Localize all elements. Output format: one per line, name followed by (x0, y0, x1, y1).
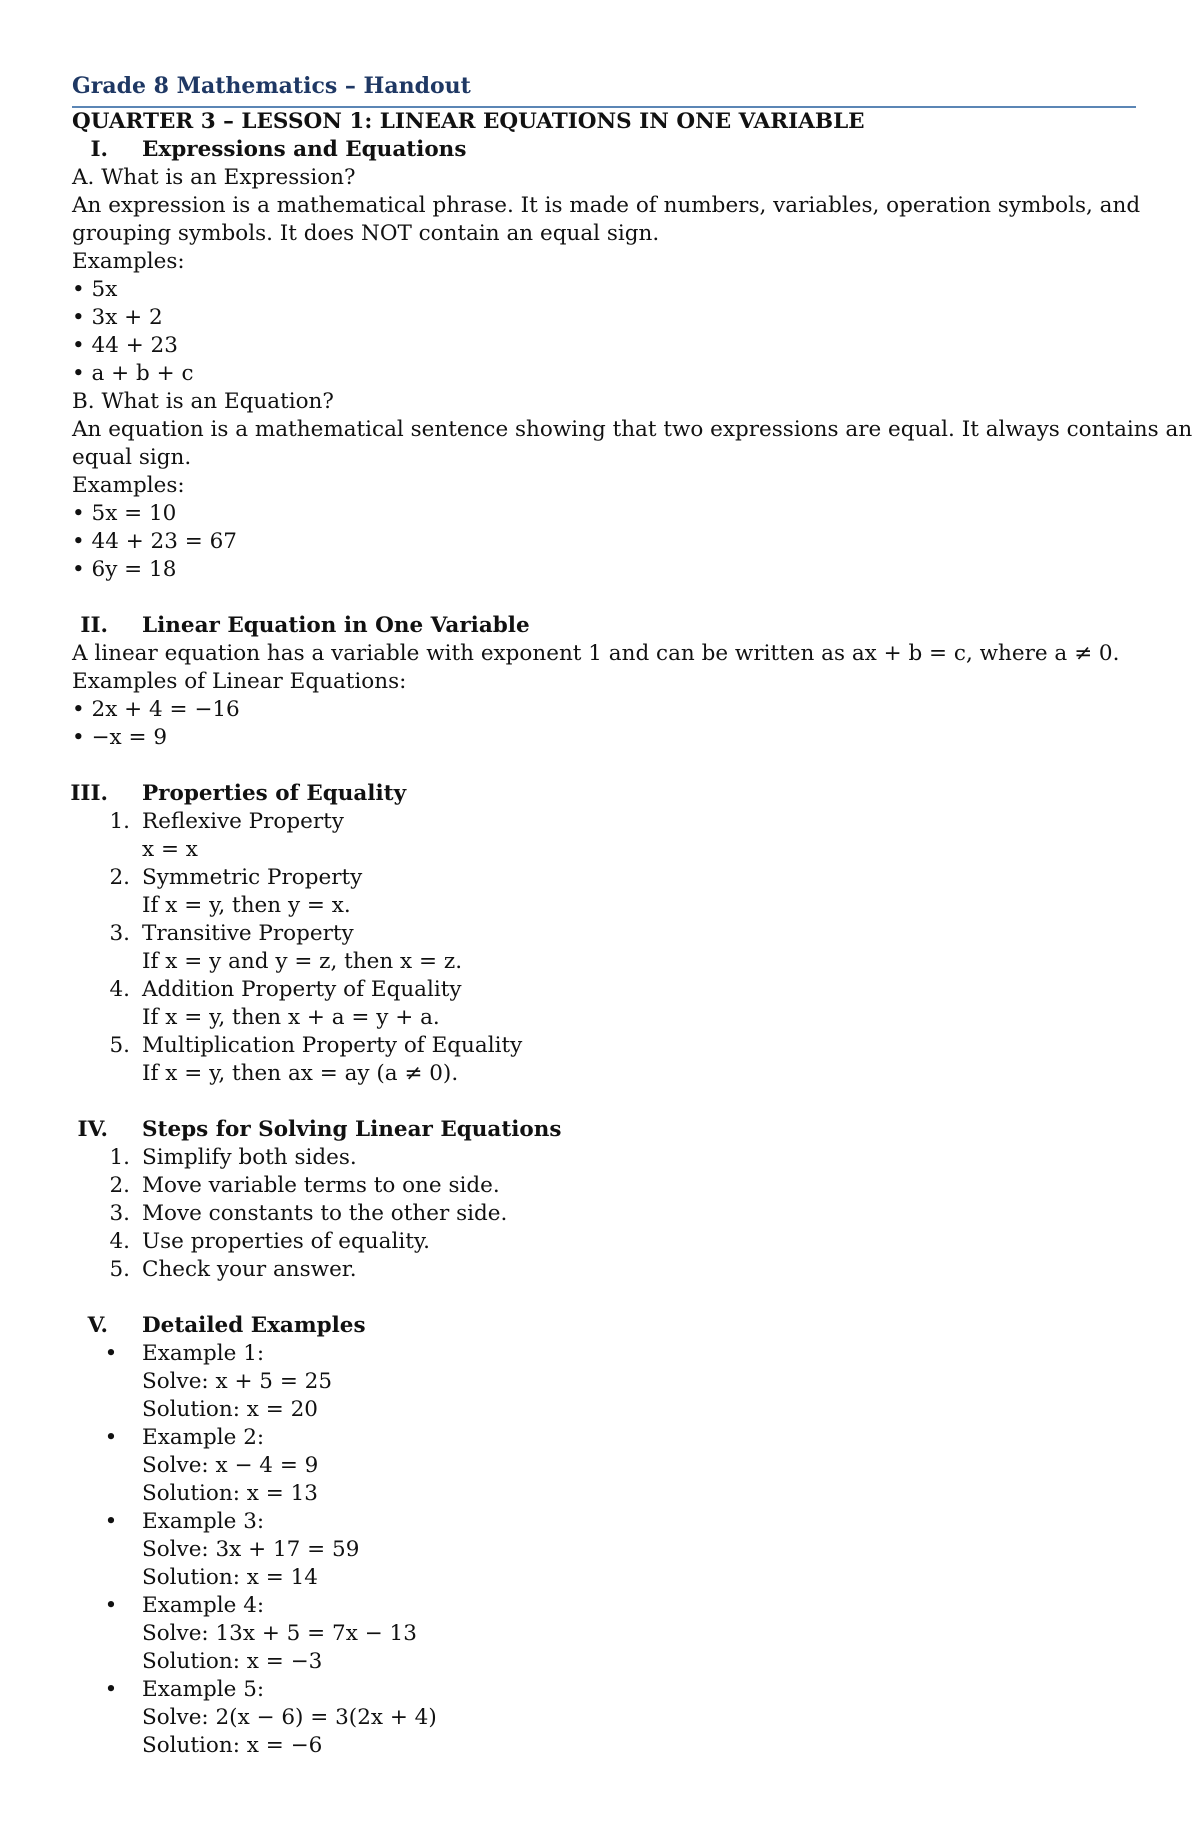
example-solution: Solution: x = 20 (142, 1397, 318, 1422)
expression-example: • 44 + 23 (72, 333, 178, 358)
expression-example: • 3x + 2 (72, 305, 163, 330)
property-number: 5. (109, 1033, 130, 1058)
document-header-title: Grade 8 Mathematics – Handout (72, 73, 471, 99)
section-1-title: Expressions and Equations (142, 137, 467, 162)
bullet-icon: • (104, 1341, 118, 1366)
property-detail: If x = y, then y = x. (142, 893, 351, 918)
bullet-icon: • (104, 1509, 118, 1534)
step-text: Check your answer. (142, 1257, 357, 1282)
expression-heading: A. What is an Expression? (72, 165, 356, 190)
example-label: Example 4: (142, 1593, 265, 1618)
linear-example: • 2x + 4 = −16 (72, 697, 240, 722)
step-text: Move variable terms to one side. (142, 1173, 500, 1198)
property-number: 4. (109, 977, 130, 1002)
section-5-numeral: V. (87, 1313, 108, 1338)
example-solution: Solution: x = 13 (142, 1481, 318, 1506)
example-problem: Solve: 3x + 17 = 59 (142, 1537, 360, 1562)
section-4-numeral: IV. (77, 1117, 108, 1142)
equation-example: • 5x = 10 (72, 501, 177, 526)
property-name: Symmetric Property (142, 865, 363, 890)
expression-definition-line-2: grouping symbols. It does NOT contain an equal sign. (72, 221, 660, 246)
property-number: 3. (109, 921, 130, 946)
bullet-icon: • (104, 1593, 118, 1618)
step-text: Use properties of equality. (142, 1229, 430, 1254)
linear-example: • −x = 9 (72, 725, 168, 750)
property-name: Transitive Property (142, 921, 354, 946)
property-name: Multiplication Property of Equality (142, 1033, 523, 1058)
equation-example: • 6y = 18 (72, 557, 177, 582)
step-number: 2. (109, 1173, 130, 1198)
example-label: Example 1: (142, 1341, 265, 1366)
expression-examples-label: Examples: (72, 249, 185, 274)
equation-heading: B. What is an Equation? (72, 389, 334, 414)
lesson-title: QUARTER 3 – LESSON 1: LINEAR EQUATIONS IN ONE VARIABLE (72, 109, 865, 134)
step-number: 3. (109, 1201, 130, 1226)
expression-example: • 5x (72, 277, 118, 302)
section-1-numeral: I. (90, 137, 108, 162)
section-2-title: Linear Equation in One Variable (142, 613, 530, 638)
example-solution: Solution: x = 14 (142, 1565, 318, 1590)
section-3-title: Properties of Equality (142, 781, 407, 806)
property-detail: If x = y and y = z, then x = z. (142, 949, 463, 974)
equation-examples-label: Examples: (72, 473, 185, 498)
expression-definition-line-1: An expression is a mathematical phrase. It is made of numbers, variables, operation symbols, and (72, 193, 1141, 218)
section-2-numeral: II. (80, 613, 108, 638)
step-number: 4. (109, 1229, 130, 1254)
example-problem: Solve: 13x + 5 = 7x − 13 (142, 1621, 417, 1646)
section-5-title: Detailed Examples (142, 1313, 366, 1338)
section-3-numeral: III. (70, 781, 108, 806)
example-solution: Solution: x = −6 (142, 1733, 323, 1758)
property-number: 1. (109, 809, 130, 834)
bullet-icon: • (104, 1425, 118, 1450)
step-text: Simplify both sides. (142, 1145, 357, 1170)
example-label: Example 3: (142, 1509, 265, 1534)
property-detail: If x = y, then x + a = y + a. (142, 1005, 440, 1030)
property-number: 2. (109, 865, 130, 890)
example-problem: Solve: x + 5 = 25 (142, 1369, 333, 1394)
step-number: 5. (109, 1257, 130, 1282)
property-detail: If x = y, then ax = ay (a ≠ 0). (142, 1061, 459, 1086)
example-problem: Solve: 2(x − 6) = 3(2x + 4) (142, 1705, 437, 1730)
property-detail: x = x (142, 837, 198, 862)
bullet-icon: • (104, 1677, 118, 1702)
example-label: Example 5: (142, 1677, 265, 1702)
linear-examples-label: Examples of Linear Equations: (72, 669, 407, 694)
expression-example: • a + b + c (72, 361, 194, 386)
step-number: 1. (109, 1145, 130, 1170)
linear-equation-definition: A linear equation has a variable with exponent 1 and can be written as ax + b = c, where a ≠ 0. (72, 641, 1120, 666)
section-4-title: Steps for Solving Linear Equations (142, 1117, 562, 1142)
equation-definition-line-1: An equation is a mathematical sentence showing that two expressions are equal. It always contains an (72, 417, 1193, 442)
example-label: Example 2: (142, 1425, 265, 1450)
property-name: Addition Property of Equality (142, 977, 462, 1002)
equation-example: • 44 + 23 = 67 (72, 529, 237, 554)
equation-definition-line-2: equal sign. (72, 445, 192, 470)
property-name: Reflexive Property (142, 809, 344, 834)
step-text: Move constants to the other side. (142, 1201, 508, 1226)
example-solution: Solution: x = −3 (142, 1649, 323, 1674)
example-problem: Solve: x − 4 = 9 (142, 1453, 319, 1478)
